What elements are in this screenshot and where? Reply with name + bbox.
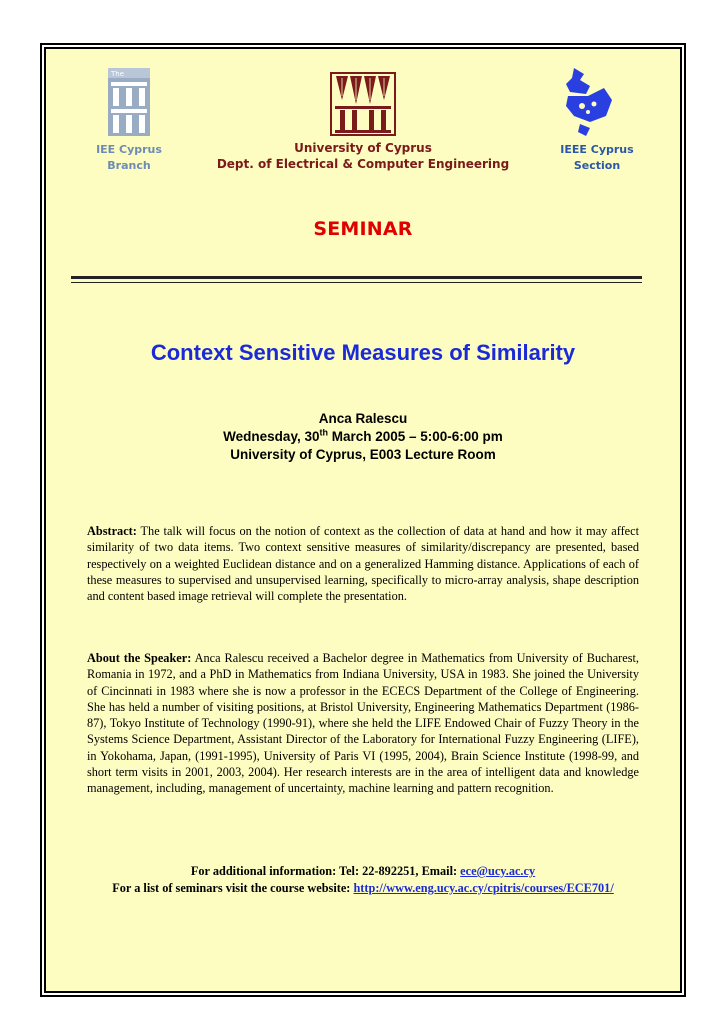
- iee-caption-line2: Branch: [107, 159, 151, 172]
- about-label: About the Speaker:: [87, 651, 192, 665]
- talk-location: University of Cyprus, E003 Lecture Room: [230, 447, 496, 462]
- iee-logo: [108, 68, 150, 138]
- talk-date-prefix: Wednesday, 30: [223, 429, 320, 444]
- contact-info: [44, 863, 682, 880]
- divider-thin: [71, 282, 642, 283]
- abstract-paragraph: [87, 523, 639, 604]
- iee-logo-badge: The: [111, 70, 125, 78]
- department-name: Dept. of Electrical & Computer Engineering: [216, 157, 510, 171]
- seminar-title: Context Sensitive Measures of Similarity: [150, 340, 576, 365]
- ieee-caption-line1: IEEE Cyprus: [560, 143, 634, 156]
- seminar-section: [44, 218, 682, 240]
- abstract-text: The talk will focus on the notion of context as the collection of data at hand and how it may affect similarity of two data items. Two context sensitive measures of similarity/discrepancy are presented, based respectively on a weighted Euclidean distance and on a generalized Hamming distance. Applications of each of these measures to supervised and unsupervised learning, specifically to micro-array analysis, shape description and content based image retrieval will complete the presentation.: [87, 524, 639, 604]
- seminar-label: SEMINAR: [313, 218, 413, 240]
- university-logo: [330, 72, 396, 136]
- contact-info-prefix: For additional information: Tel: 22-892251, Email:: [190, 864, 461, 878]
- abstract-label: Abstract:: [87, 524, 137, 538]
- talk-date-sup: th: [319, 427, 328, 438]
- speaker-name: Anca Ralescu: [318, 411, 408, 426]
- talk-details: [44, 410, 682, 464]
- course-website-link[interactable]: http://www.eng.ucy.ac.cy/cpitris/courses/ECE701/: [353, 881, 614, 895]
- iee-caption-line1: IEE Cyprus: [96, 143, 162, 156]
- page-border-inner: [44, 47, 682, 993]
- ieee-caption-line2: Section: [573, 159, 621, 172]
- university-name: University of Cyprus: [294, 141, 432, 155]
- iee-logo-icon: [108, 68, 150, 138]
- talk-date: [44, 428, 682, 446]
- university-heading: [180, 140, 546, 172]
- seminars-prefix: For a list of seminars visit the course website:: [112, 881, 354, 895]
- seminars-list-info: [44, 880, 682, 897]
- about-paragraph: [87, 650, 639, 797]
- ieee-logo-icon: [560, 66, 616, 138]
- title-section: [44, 340, 682, 366]
- divider-thick: [71, 276, 642, 279]
- ieee-caption: [552, 142, 642, 174]
- university-logo-icon: [330, 72, 396, 136]
- talk-date-suffix: March 2005 – 5:00-6:00 pm: [327, 429, 503, 444]
- footer: [44, 863, 682, 897]
- email-link[interactable]: ece@ucy.ac.cy: [460, 864, 536, 878]
- about-text: Anca Ralescu received a Bachelor degree in Mathematics from University of Bucharest, Romania in 1972, and a PhD in Mathematics from Indiana University, USA in 1983. She joined the University of Cincinnati in 1983 where she is now a professor in the ECECS Department of the College of Engineering. She has held a number of visiting positions, at Bristol University, Engineering Mathematics Department (1986-87), Tokyo Institute of Technology (1990-91), where she held the LIFE Endowed Chair of Fuzzy Theory in the Systems Science Department, Assistant Director of the Laboratory for International Fuzzy Engineering (LIFE), in Yokohama, Japan, (1991-1995), University of Paris VI (1995, 2004), Brain Science Institute (1998-99, and short term visits in 2001, 2003, 2004). Her research interests are in the area of intelligent data and knowledge management, including, management of uncertainty, machine learning and pattern recognition.: [87, 651, 639, 796]
- iee-caption: [84, 142, 174, 174]
- ieee-logo: [560, 66, 616, 138]
